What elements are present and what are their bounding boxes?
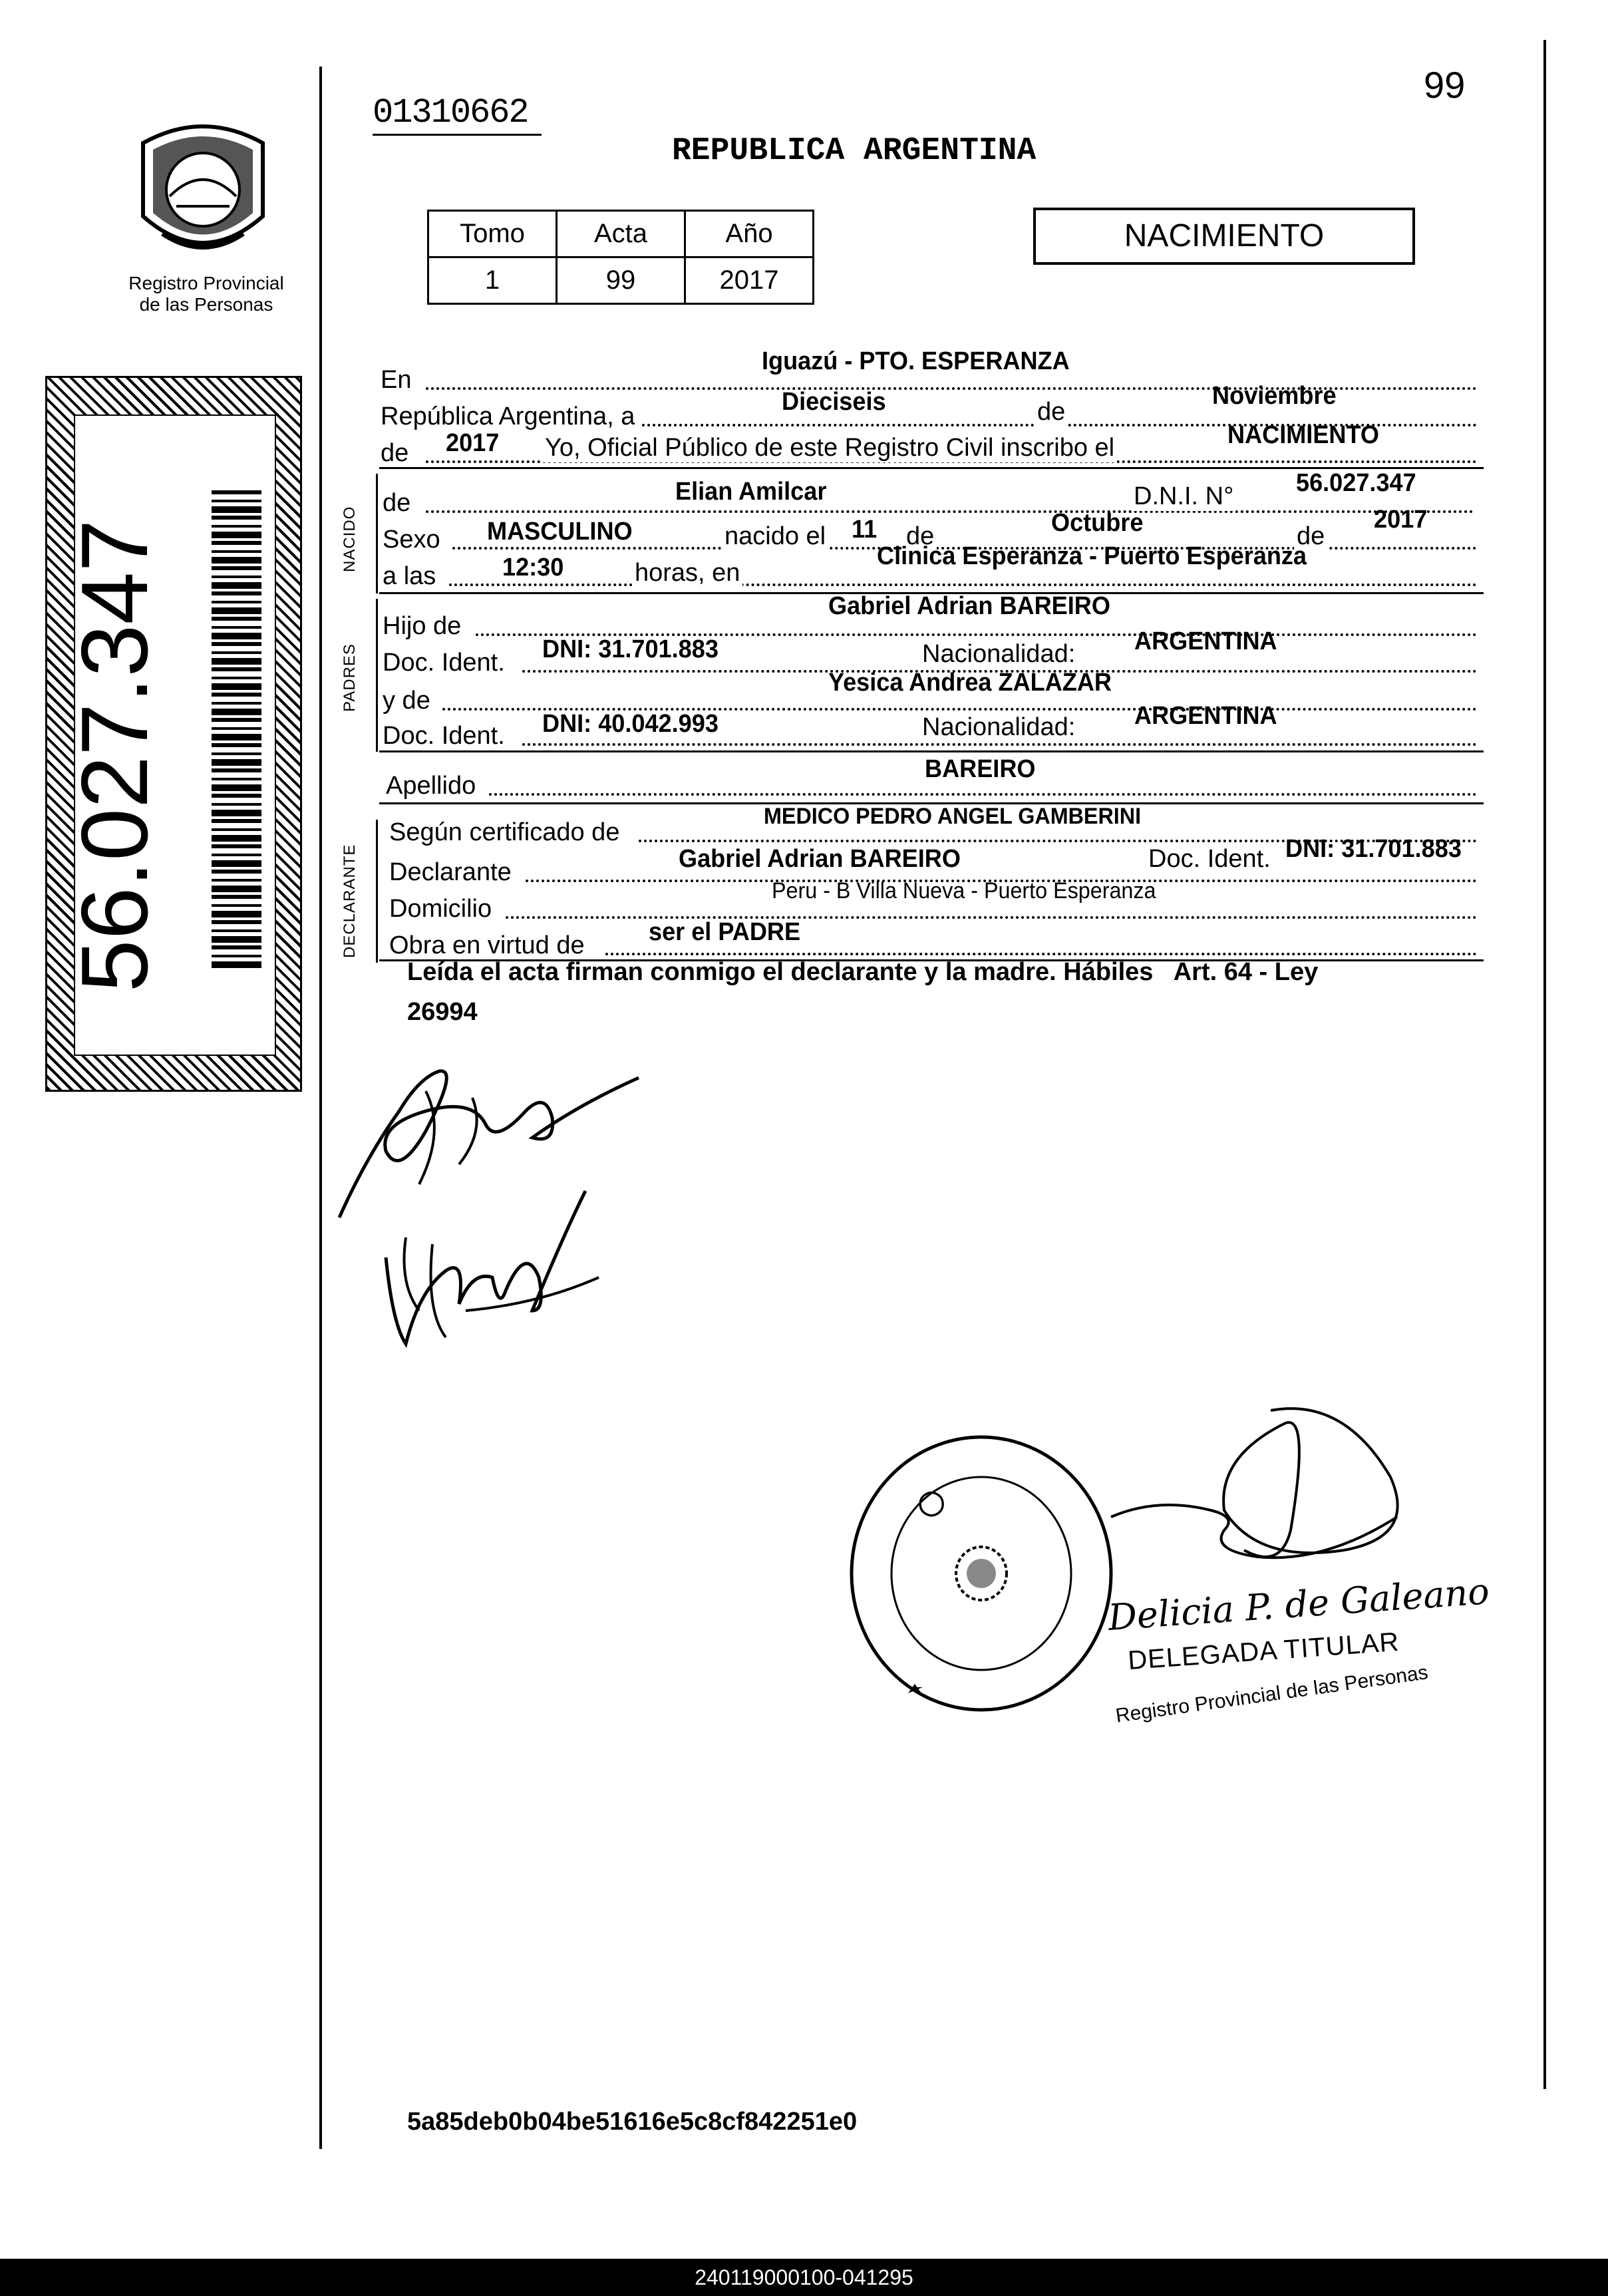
mother-nat: ARGENTINA (1134, 702, 1277, 730)
obra-dots (605, 953, 1477, 955)
ano-header: Año (685, 211, 814, 257)
tomo-header: Tomo (428, 211, 557, 257)
registry-line2: de las Personas (139, 294, 273, 315)
dom-label: Domicilio (389, 895, 492, 923)
sexo-label: Sexo (383, 526, 440, 554)
nacido-de-label: de (383, 489, 411, 517)
decl-doc-label: Doc. Ident. (1146, 845, 1273, 874)
decl-label: Declarante (389, 858, 512, 886)
republica-label: República Argentina, a (381, 403, 635, 430)
month-value: Noviembre (1212, 382, 1337, 410)
nacido-name-dots (426, 510, 1474, 513)
alas-label: a las (383, 562, 436, 590)
act-type-label: NACIMIENTO (1124, 218, 1325, 253)
dom-value: Peru - B Villa Nueva - Puerto Esperanza (772, 878, 1156, 903)
province-seal-logo (130, 116, 276, 269)
registry-line1: Registro Provincial (128, 273, 284, 293)
tomo-value: 1 (428, 257, 557, 304)
father-name: Gabriel Adrian BAREIRO (828, 592, 1110, 620)
left-margin-line (319, 67, 322, 2149)
padres-section-label: PADRES (341, 643, 359, 712)
mother-doc-label: Doc. Ident. (383, 722, 505, 750)
yde-label: y de (383, 687, 430, 715)
apellido-value: BAREIRO (925, 755, 1036, 783)
birth-place: Clinica Esperanza - Puerto Esperanza (877, 542, 1307, 570)
cert-value: MEDICO PEDRO ANGEL GAMBERINI (764, 804, 1142, 829)
svg-text:◯: ◯ (918, 1488, 945, 1516)
nacido-dni: 56.027.347 (1296, 469, 1416, 497)
official-registry: Registro Provincial de las Personas (1114, 1661, 1430, 1727)
birth-month: Octubre (1051, 509, 1144, 537)
closing-line-1: Leída el acta firman conmigo el declarante y la madre. Hábiles Art. 64 - Ley (407, 958, 1319, 986)
document-hash: 5a85deb0b04be51616e5c8cf842251e0 (407, 2108, 858, 2136)
footer-barcode-bar (0, 2259, 1608, 2296)
registry-name (120, 273, 293, 315)
decl-doc: DNI: 31.701.883 (1285, 835, 1462, 863)
nacido-section-label: NACIDO (341, 506, 359, 572)
alas-dots (449, 583, 1477, 586)
day-value: Dieciseis (782, 388, 886, 416)
de-label-1: de (1035, 398, 1068, 426)
page-number: 99 (1424, 64, 1466, 106)
declarante-section-label: DECLARANTE (341, 844, 359, 958)
country-title: REPUBLICA ARGENTINA (672, 133, 1037, 169)
inscription-value: NACIMIENTO (1227, 421, 1379, 449)
sexo-value: MASCULINO (487, 518, 633, 546)
year-value: 2017 (446, 429, 500, 457)
act-type-box (1033, 208, 1415, 265)
father-nat-label: Nacionalidad: (919, 640, 1078, 669)
acta-value: 99 (557, 257, 685, 304)
tomo-acta-ano-table (427, 210, 814, 305)
birth-year: 2017 (1374, 506, 1428, 534)
birth-day: 11 (852, 516, 878, 544)
father-nat: ARGENTINA (1134, 627, 1277, 655)
apellido-label: Apellido (386, 772, 476, 800)
nacido-name: Elian Amilcar (675, 478, 827, 506)
ano-value: 2017 (685, 257, 814, 304)
place-value: Iguazú - PTO. ESPERANZA (762, 347, 1070, 375)
mother-doc: DNI: 40.042.993 (542, 710, 719, 738)
nacido-bracket (376, 474, 378, 593)
birth-de-label-2: de (1294, 522, 1327, 551)
obra-value: ser el PADRE (649, 918, 801, 946)
mother-name: Yesica Andrea ZALAZAR (828, 669, 1112, 697)
dni-label: D.N.I. N° (1131, 482, 1236, 511)
declarante-bracket (376, 820, 378, 963)
serial-number: 01310662 (373, 93, 542, 136)
mother-doc-dots (522, 743, 1477, 746)
obra-label: Obra en virtud de (389, 931, 585, 959)
dni-strip-inner (62, 414, 276, 1056)
oficial-label: Yo, Oficial Público de este Registro Civil inscribo el (542, 434, 1117, 462)
nacido-el-label: nacido el (722, 522, 828, 551)
official-name-handwritten: Delicia P. de Galeano (1106, 1570, 1491, 1639)
cert-label: Según certificado de (389, 818, 620, 846)
body-divider-3 (379, 750, 1484, 752)
dni-strip-barcode (212, 489, 261, 968)
closing-line-2: 26994 (407, 998, 478, 1026)
hijo-label: Hijo de (383, 612, 462, 640)
birth-time: 12:30 (502, 554, 564, 581)
padres-bracket (376, 599, 378, 752)
dni-strip-number: 56.027.347 (62, 519, 168, 993)
en-label: En (381, 366, 412, 394)
father-doc-label: Doc. Ident. (383, 649, 505, 677)
birth-de-label: de (903, 522, 937, 551)
mother-nat-label: Nacionalidad: (919, 713, 1078, 742)
apellido-dots (489, 793, 1477, 796)
de-label-2: de (381, 439, 409, 467)
decl-name: Gabriel Adrian BAREIRO (679, 845, 961, 873)
father-doc: DNI: 31.701.883 (542, 635, 719, 663)
acta-header: Acta (557, 211, 685, 257)
official-title: DELEGADA TITULAR (1126, 1627, 1400, 1676)
registry-stamp (845, 1430, 1118, 1717)
mother-signature (366, 1178, 605, 1351)
dni-strip (45, 376, 302, 1092)
horas-label: horas, en (632, 559, 742, 587)
footer-barcode-number: 240119000100-041295 (695, 2265, 913, 2289)
right-margin-line (1543, 40, 1546, 2089)
